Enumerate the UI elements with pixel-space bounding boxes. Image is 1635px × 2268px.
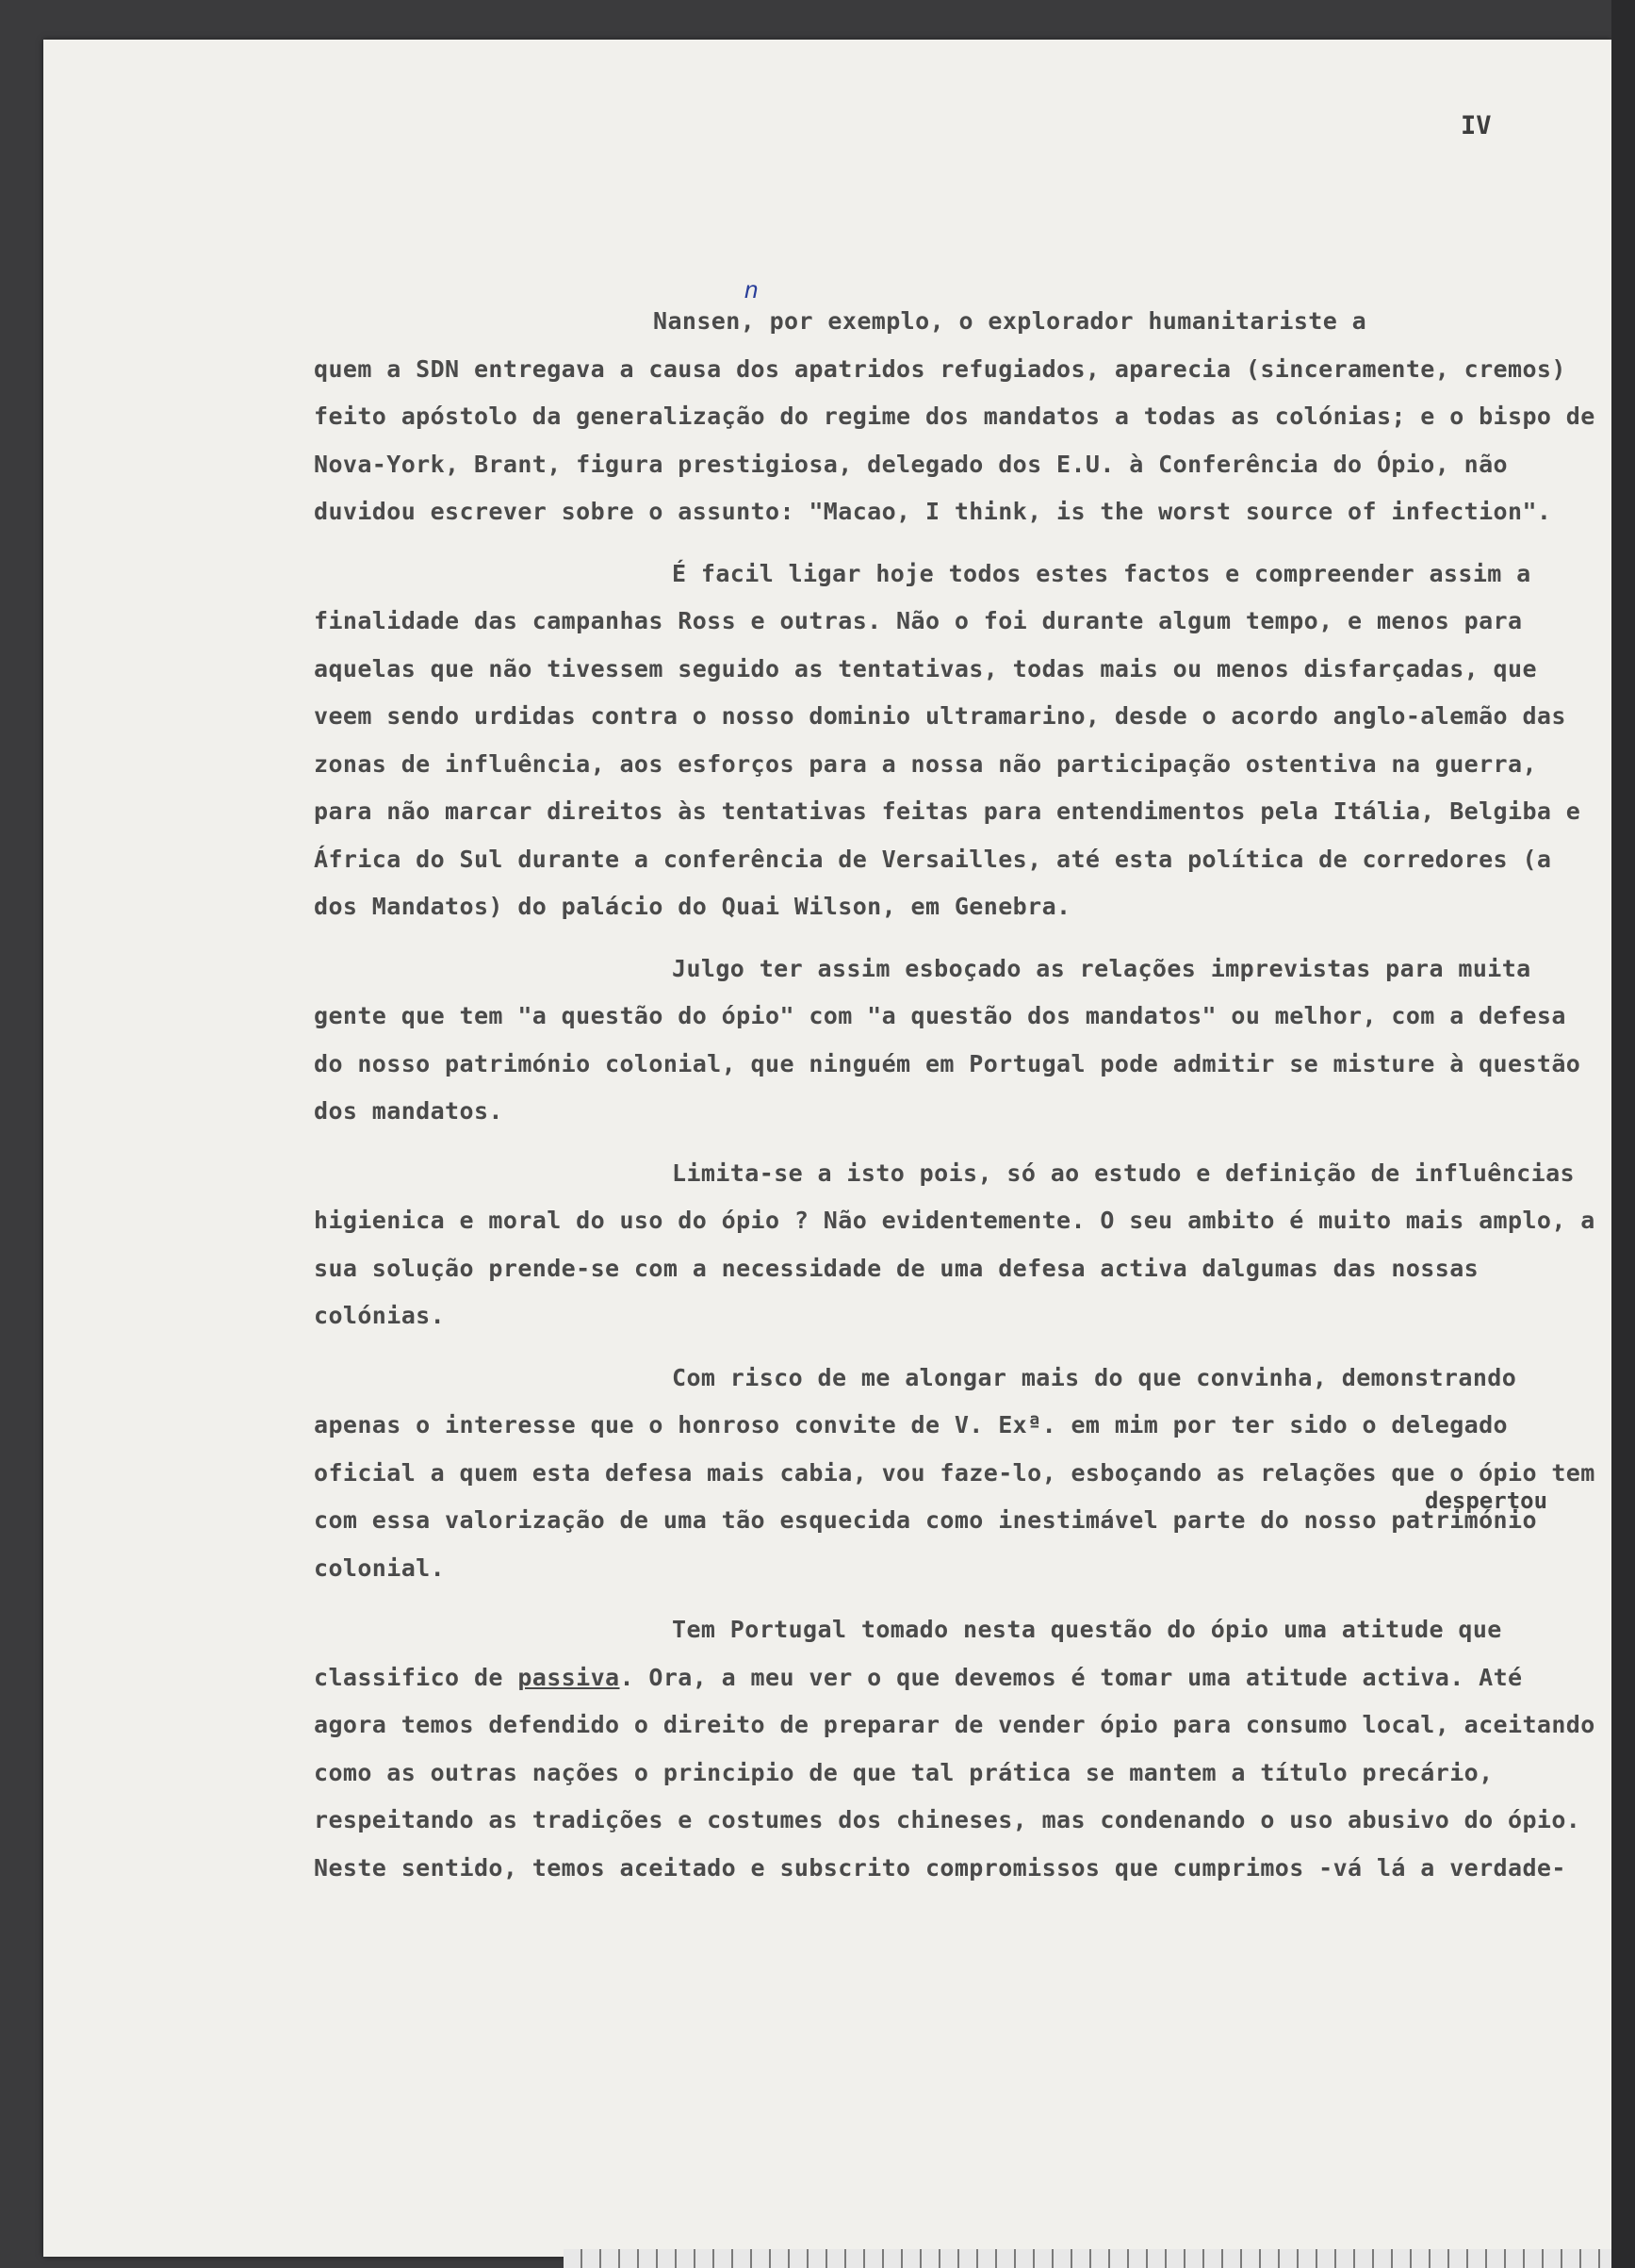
- paragraph-6-start: Tem Portugal tomado nesta questão do ópio uma atitude que classifico de: [314, 1616, 1502, 1691]
- scan-ruler: [564, 2249, 1611, 2268]
- paragraph-5: Com risco de me alongar mais do que convinha, demonstrando apenas o interesse que o honroso convite de V. Exª. em mim por ter sido o delegado oficial a quem esta defesa mais cabia, vou faze-lo, esboçando as relações que o ópio tem com essa valorização de uma tão esquecida como inestimável parte do nosso património colonial.: [314, 1363, 1595, 1582]
- underlined-word-passiva: passiva: [517, 1663, 620, 1691]
- typed-insertion-despertou: despertou: [1425, 1487, 1548, 1514]
- paragraph-3: Julgo ter assim esboçado as relações imprevistas para muita gente que tem "a questão do ópio" com "a questão dos mandatos" ou melhor, com a defesa do nosso património colonial, que ninguém em Portugal pode admitir se misture à questão dos mandatos.: [314, 954, 1581, 1125]
- paragraph-1-rest: quem a SDN entregava a causa dos apatridos refugiados, aparecia (sinceramente, cremos) feito apóstolo da generalização do regime dos mandatos a todas as colónias; e o bispo de Nova-York, Brant, figura prestigiosa, delegado dos E.U. à Conferência do Ópio, não duvidou escrever sobre o assunto: "Macao, I think, is the worst source of infection".: [314, 354, 1595, 525]
- paragraph-1: [314, 298, 1605, 536]
- handwritten-correction-n: n: [744, 275, 759, 304]
- paragraph-1-line-1: Nansen, por exemplo, o explorador humanitariste a: [653, 307, 1367, 335]
- paragraph-6-end: . Ora, a meu ver o que devemos é tomar uma atitude activa. Até agora temos defendido o direito de preparar de vender ópio para consumo local, aceitando como as outras nações o principio de que tal prática se mantem a título precário, respeitando as tradições e costumes dos chineses, mas condenando o uso abusivo do ópio. Neste sentido, temos aceitado e subscrito compromissos que cumprimos -vá lá a verdade-: [314, 1663, 1595, 1882]
- scan-border: [1611, 0, 1635, 2268]
- paragraph-6: [314, 1606, 1605, 1892]
- page-number: IV: [1461, 111, 1492, 140]
- paragraph-2: É facil ligar hoje todos estes factos e compreender assim a finalidade das campanhas Ross e outras. Não o foi durante algum tempo, e menos para aquelas que não tivessem seguido as tentativas, todas mais ou menos disfarçadas, que veem sendo urdidas contra o nosso dominio ultramarino, desde o acordo anglo-alemão das zonas de influência, aos esforços para a nossa não participação ostentiva na guerra, para não marcar direitos às tentativas feitas para entendimentos pela Itália, Belgiba e África do Sul durante a conferência de Versailles, até esta política de corredores (a dos Mandatos) do palácio do Quai Wilson, em Genebra.: [314, 559, 1581, 920]
- paragraph-4: Limita-se a isto pois, só ao estudo e definição de influências higienica e moral do uso do ópio ? Não evidentemente. O seu ambito é muito mais amplo, a sua solução prende-se com a necessidade de uma defesa activa dalgumas das nossas colónias.: [314, 1159, 1595, 1329]
- document-body: [314, 298, 1605, 1906]
